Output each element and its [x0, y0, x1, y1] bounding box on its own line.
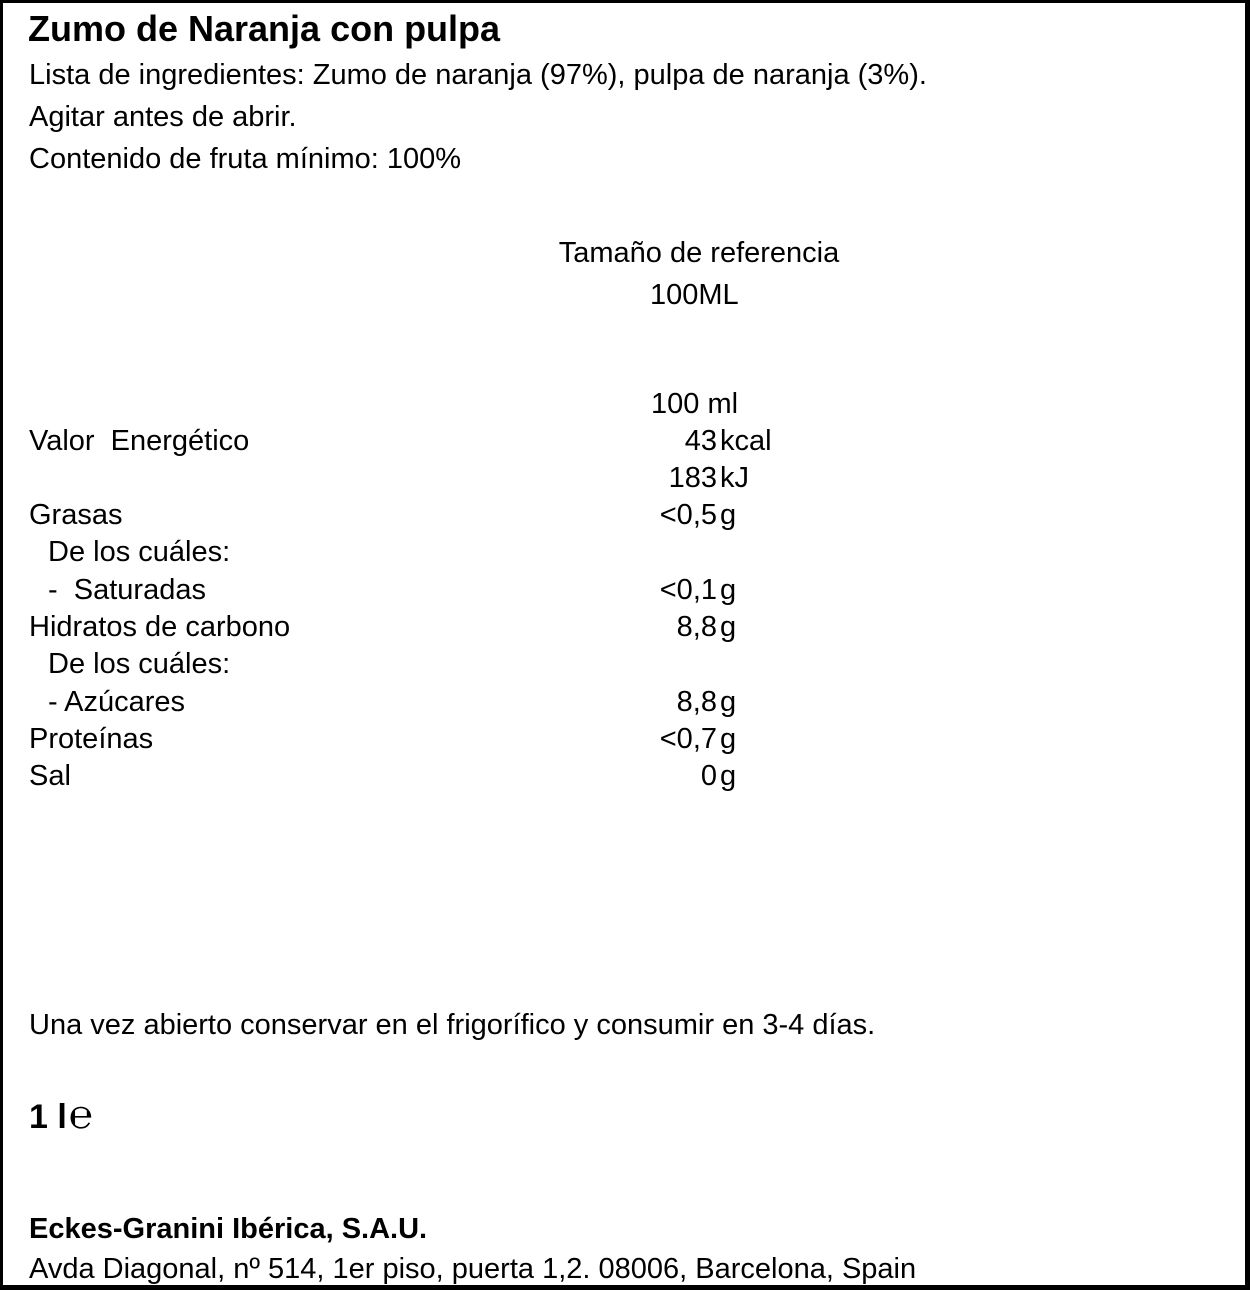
nutrient-unit: g: [720, 574, 737, 606]
nutrition-column-header: 100 ml: [651, 388, 739, 420]
nutrient-label: Proteínas: [29, 723, 154, 755]
nutrient-label: Sal: [29, 760, 71, 792]
nutrient-unit: g: [720, 686, 737, 718]
nutrient-label: - Azúcares: [48, 686, 185, 718]
nutrient-value: 8,8: [676, 611, 717, 643]
nutrient-unit: kJ: [720, 462, 749, 494]
fruit-content: Contenido de fruta mínimo: 100%: [29, 143, 462, 175]
ingredients-list: Lista de ingredientes: Zumo de naranja (97%), pulpa de naranja (3%).: [29, 59, 927, 91]
nutrient-value: 0: [700, 760, 717, 792]
manufacturer-address: Avda Diagonal, nº 514, 1er piso, puerta 1,2. 08006, Barcelona, Spain: [29, 1253, 917, 1285]
nutrient-value: 183: [668, 462, 717, 494]
nutrient-unit: g: [720, 723, 737, 755]
nutrient-value: <0,7: [659, 723, 717, 755]
nutrient-label: Hidratos de carbono: [29, 611, 291, 643]
shake-instruction: Agitar antes de abrir.: [29, 101, 297, 133]
nutrient-value: <0,1: [659, 574, 717, 606]
nutrient-unit: g: [720, 611, 737, 643]
quantity-amount: 1 l: [29, 1098, 67, 1136]
reference-size-heading: Tamaño de referencia: [558, 237, 840, 269]
nutrient-label: Valor Energético: [29, 425, 250, 457]
nutrient-value: 8,8: [676, 686, 717, 718]
estimated-sign-icon: ℮: [68, 1092, 93, 1137]
nutrient-unit: kcal: [720, 425, 772, 457]
nutrient-unit: g: [720, 760, 737, 792]
storage-note: Una vez abierto conservar en el frigorífico y consumir en 3-4 días.: [29, 1009, 876, 1041]
nutrient-label: - Saturadas: [48, 574, 206, 606]
manufacturer-name: Eckes-Granini Ibérica, S.A.U.: [29, 1213, 428, 1245]
net-quantity: [29, 1092, 93, 1137]
nutrient-value: <0,5: [659, 499, 717, 531]
nutrient-sublabel: De los cuáles:: [48, 648, 231, 680]
product-title: Zumo de Naranja con pulpa: [28, 8, 501, 49]
nutrient-value: 43: [684, 425, 717, 457]
reference-size-value: 100ML: [650, 279, 739, 311]
nutrient-label: Grasas: [29, 499, 123, 531]
nutrient-unit: g: [720, 499, 737, 531]
nutrient-sublabel: De los cuáles:: [48, 536, 231, 568]
